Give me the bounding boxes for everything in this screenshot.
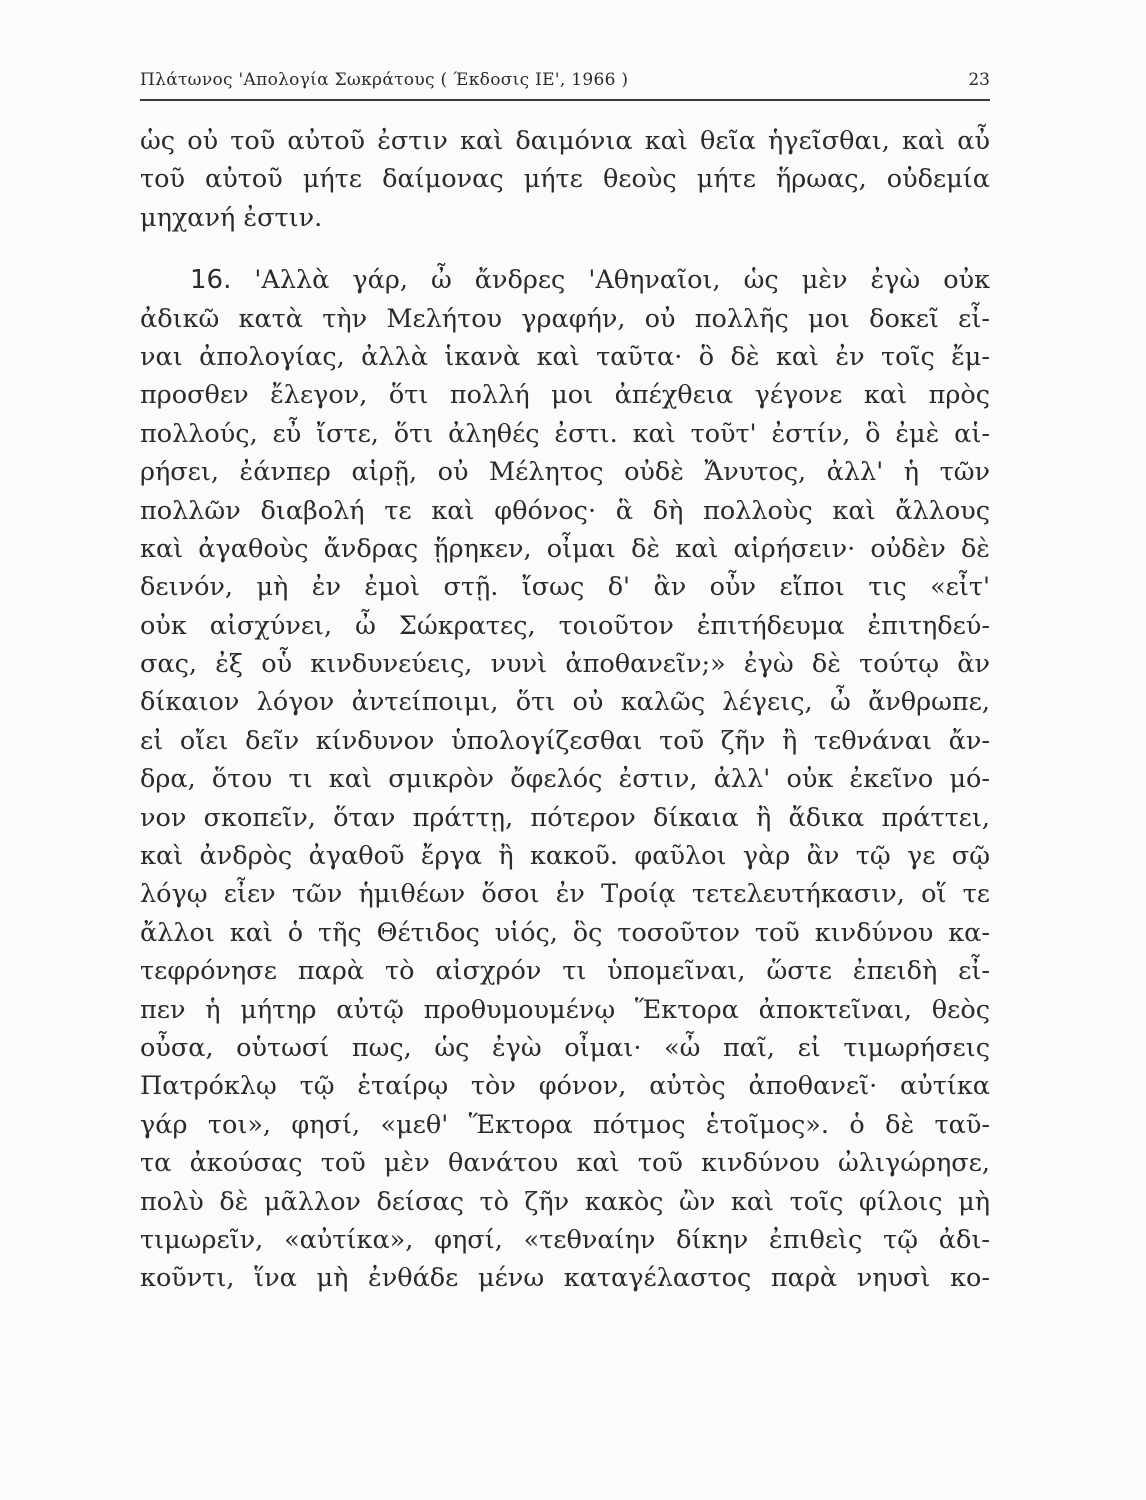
text-line: μηχανή ἐστιν. (140, 202, 323, 233)
text-line: γάρ τοι», φησί, «μεθ' Ἕκτορα πότμος ἑτοῖμος». ὁ δὲ ταῦ- (140, 1109, 990, 1140)
text-line: προσθεν ἔλεγον, ὅτι πολλή μοι ἀπέχθεια γέγονε καὶ πρὸς (140, 380, 990, 411)
body-text (140, 122, 990, 1298)
text-line: τα ἀκούσας τοῦ μὲν θανάτου καὶ τοῦ κινδύνου ὠλιγώρησε, (140, 1148, 990, 1179)
running-head-title: Πλάτωνος 'Απολογία Σωκράτους ( Έκδοσις ΙΕ', 1966 ) (140, 70, 629, 90)
text-line: δίκαιον λόγον ἀντείποιμι, ὅτι οὐ καλῶς λέγεις, ὦ ἄνθρωπε, (140, 687, 990, 718)
text-line-first (140, 261, 990, 299)
text-line: δεινόν, μὴ ἐν ἐμοὶ στῇ. ἴσως δ' ἂν οὖν εἴποι τις «εἶτ' (140, 572, 990, 603)
paragraph-2 (140, 261, 990, 1298)
text-line: ἀδικῶ κατὰ τὴν Μελήτου γραφήν, οὐ πολλῆς μοι δοκεῖ εἶ- (140, 303, 990, 334)
text-line: τιμωρεῖν, «αὐτίκα», φησί, «τεθναίην δίκην ἐπιθεὶς τῷ ἀδι- (140, 1224, 990, 1255)
page-number: 23 (968, 70, 990, 90)
text-line: εἰ οἴει δεῖν κίνδυνον ὑπολογίζεσθαι τοῦ ζῆν ἢ τεθνάναι ἄν- (140, 725, 990, 756)
text-line: σας, ἐξ οὗ κινδυνεύεις, νυνὶ ἀποθανεῖν;» ἐγὼ δὲ τούτῳ ἂν (140, 649, 990, 680)
text-line: τεφρόνησε παρὰ τὸ αἰσχρόν τι ὑπομεῖναι, ὥστε ἐπειδὴ εἶ- (140, 956, 990, 987)
first-line-text: 'Αλλὰ γάρ, ὦ ἄνδρες 'Αθηναῖοι, ὡς μὲν ἐγὼ οὐκ (254, 265, 990, 296)
text-line: Πατρόκλῳ τῷ ἑταίρῳ τὸν φόνον, αὐτὸς ἀποθανεῖ· αὐτίκα (140, 1071, 990, 1102)
text-line: καὶ ἀγαθοὺς ἄνδρας ᾕρηκεν, οἶμαι δὲ καὶ αἱρήσειν· οὐδὲν δὲ (140, 533, 990, 564)
paragraph-gap (140, 237, 990, 261)
text-line: πολλούς, εὖ ἴστε, ὅτι ἀληθές ἐστι. καὶ τοῦτ' ἐστίν, ὃ ἐμὲ αἱ- (140, 418, 990, 449)
section-number: 16. (190, 265, 232, 296)
text-line: ναι ἀπολογίας, ἀλλὰ ἱκανὰ καὶ ταῦτα· ὃ δὲ καὶ ἐν τοῖς ἔμ- (140, 341, 990, 372)
text-line: πεν ἡ μήτηρ αὐτῷ προθυμουμένῳ Ἕκτορα ἀποκτεῖναι, θεὸς (140, 994, 990, 1025)
text-line: καὶ ἀνδρὸς ἀγαθοῦ ἔργα ἢ κακοῦ. φαῦλοι γὰρ ἂν τῷ γε σῷ (140, 841, 990, 872)
paragraph-1 (140, 122, 990, 237)
text-line: νον σκοπεῖν, ὅταν πράττῃ, πότερον δίκαια ἢ ἄδικα πράττει, (140, 802, 990, 833)
text-line: οὐκ αἰσχύνει, ὦ Σώκρατες, τοιοῦτον ἐπιτήδευμα ἐπιτηδεύ- (140, 610, 990, 641)
text-line: ὡς οὐ τοῦ αὐτοῦ ἐστιν καὶ δαιμόνια καὶ θεῖα ἡγεῖσθαι, καὶ αὖ (140, 126, 990, 156)
text-line: λόγῳ εἶεν τῶν ἡμιθέων ὅσοι ἐν Τροίᾳ τετελευτήκασιν, οἵ τε (140, 879, 990, 910)
text-line: δρα, ὅτου τι καὶ σμικρὸν ὄφελός ἐστιν, ἀλλ' οὐκ ἐκεῖνο μό- (140, 764, 990, 795)
text-line: κοῦντι, ἵνα μὴ ἐνθάδε μένω καταγέλαστος παρὰ νηυσὶ κο- (140, 1263, 990, 1294)
text-line: ἄλλοι καὶ ὁ τῆς Θέτιδος υἱός, ὃς τοσοῦτον τοῦ κινδύνου κα- (140, 917, 990, 948)
text-line: πολὺ δὲ μᾶλλον δείσας τὸ ζῆν κακὸς ὢν καὶ τοῖς φίλοις μὴ (140, 1186, 990, 1217)
text-line: πολλῶν διαβολή τε καὶ φθόνος· ἃ δὴ πολλοὺς καὶ ἄλλους (140, 495, 990, 526)
running-head (140, 68, 990, 96)
text-line: τοῦ αὐτοῦ μήτε δαίμονας μήτε θεοὺς μήτε ἥρωας, οὐδεμία (140, 164, 990, 195)
header-rule (140, 99, 990, 101)
text-line: οὖσα, οὑτωσί πως, ὡς ἐγὼ οἶμαι· «ὦ παῖ, εἰ τιμωρήσεις (140, 1032, 990, 1063)
text-line: ρήσει, ἐάνπερ αἱρῇ, οὐ Μέλητος οὐδὲ Ἄνυτος, ἀλλ' ἡ τῶν (140, 457, 990, 488)
